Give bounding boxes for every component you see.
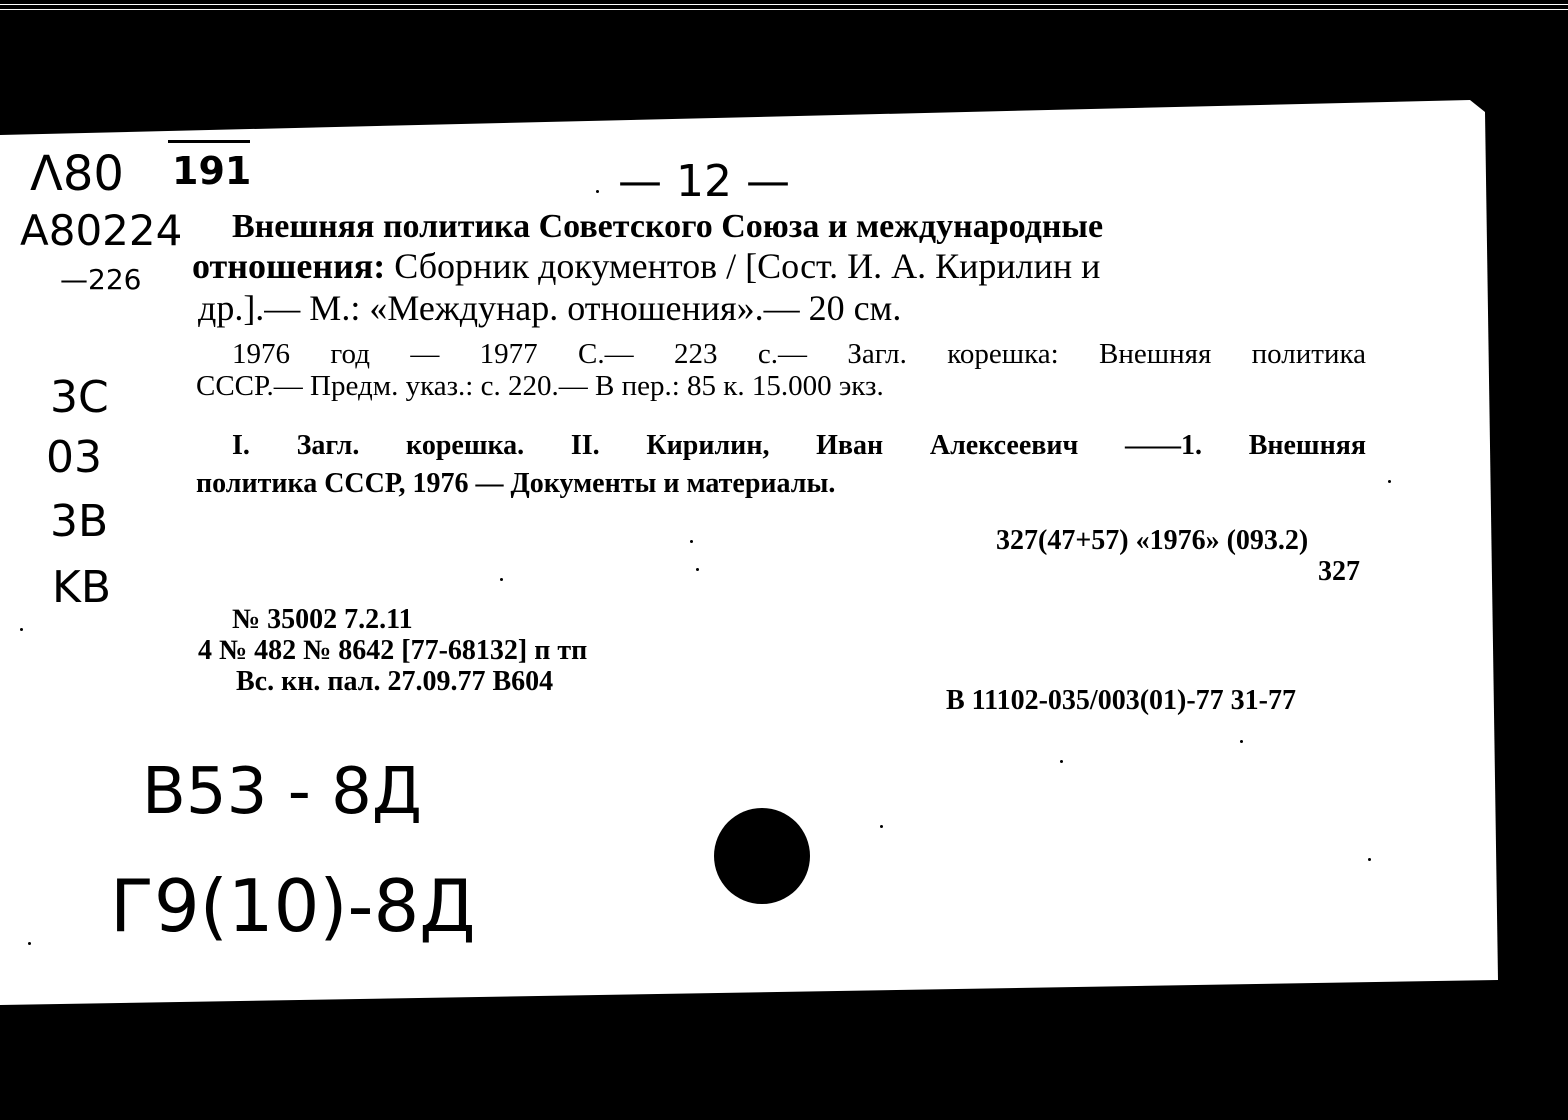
scan-speck: [1388, 480, 1391, 483]
handwritten-code-03: 03: [46, 432, 102, 483]
order-line-1: № 35002 7.2.11: [232, 604, 413, 635]
handwritten-box-191: 191: [172, 149, 252, 193]
handwritten-b53: B53 - 8Д: [142, 755, 422, 829]
description-line-1: 1976 год — 1977 С.— 223 с.— Загл. корешка: Внешняя политика: [232, 338, 1366, 370]
box-191-top-line: [168, 140, 250, 143]
description-line-2: СССР.— Предм. указ.: с. 220.— В пер.: 85 к. 15.000 экз.: [196, 370, 884, 402]
title-line-2-rest: Сборник документов / [Сост. И. А. Кирилин и: [385, 246, 1101, 286]
handwritten-g9: Г9(10)-8Д: [110, 864, 476, 948]
scan-speck: [696, 568, 699, 571]
scan-speck: [1240, 740, 1243, 743]
index-line-1: I. Загл. корешка. II. Кирилин, Иван Алексеевич ——1. Внешняя: [232, 430, 1366, 461]
handwritten-number-226: —226: [60, 263, 142, 296]
scan-speck: [1368, 858, 1371, 861]
udc-code: 327(47+57) «1976» (093.2): [996, 525, 1309, 556]
title-line-1: Внешняя политика Советского Союза и международные: [232, 208, 1104, 245]
bibliographic-code: В 11102-035/003(01)-77 31-77: [946, 685, 1296, 716]
handwritten-code-3c: 3C: [50, 372, 109, 423]
handwritten-shelfmark-a80-224: A80224: [20, 206, 183, 255]
scan-speck: [690, 540, 693, 543]
scan-speck: [1060, 760, 1063, 763]
handwritten-page-number: — 12 —: [618, 156, 790, 207]
title-line-2-bold: отношения:: [192, 246, 386, 286]
title-line-2: [192, 246, 1100, 287]
scan-speck: [28, 942, 31, 945]
scan-line: [0, 4, 1568, 5]
handwritten-shelfmark-l80: Λ80: [30, 146, 124, 202]
handwritten-code-kb: KB: [52, 562, 112, 613]
scan-line: [0, 9, 1568, 10]
scan-speck: [20, 628, 23, 631]
title-line-3: др.].— М.: «Междунар. отношения».— 20 см.: [198, 288, 902, 328]
handwritten-code-3b: 3B: [50, 496, 109, 547]
scan-speck: [596, 190, 599, 193]
bbk-code: 327: [1318, 556, 1360, 587]
punch-hole: [714, 808, 810, 904]
order-line-3: Вс. кн. пал. 27.09.77 В604: [236, 666, 554, 697]
order-line-2: 4 № 482 № 8642 [77-68132] п тп: [198, 635, 588, 666]
scan-speck: [880, 825, 883, 828]
scan-speck: [500, 578, 503, 581]
index-line-2: политика СССР, 1976 — Документы и материалы.: [196, 468, 836, 499]
